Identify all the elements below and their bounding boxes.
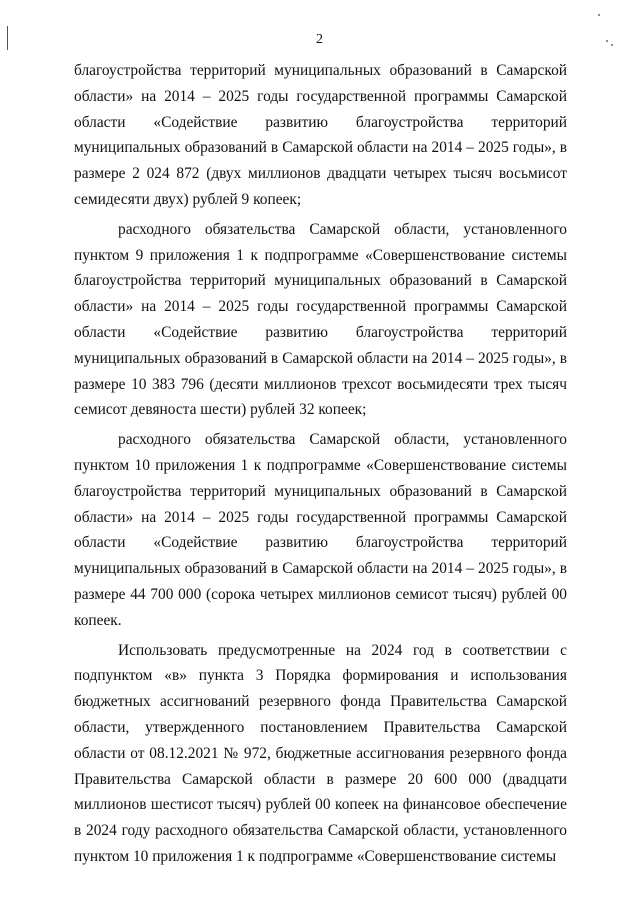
paragraph-obligation-item-10: расходного обязательства Самарской области, установленного пунктом 10 приложения 1 к подпрограмме «Совершенствование системы благоустройства территорий муниципальных образований в Самарской области» на 2014 – 2025 годы государственной программы Самарской области «Содействие развитию благоустройства территорий муниципальных образований в Самарской области на 2014 – 2025 годы», в размере 44 700 000 (сорока четырех миллионов семисот тысяч) рублей 00 копеек. [74, 431, 567, 629]
paragraph-continuation: благоустройства территорий муниципальных образований в Самарской области» на 2014 – 2025 годы государственной программы Самарской области «Содействие развитию благоустройства территорий муниципальных образований в Самарской области на 2014 – 2025 годы», в размере 2 024 872 (двух миллионов двадцати четырех тысяч восьмисот семидесяти двух) рублей 9 копеек; [74, 62, 567, 208]
document-body [74, 58, 567, 870]
scan-speck [598, 14, 600, 16]
paragraph-reserve-fund: Использовать предусмотренные на 2024 год в соответствии с подпунктом «в» пункта 3 Порядка формирования и использования бюджетных ассигнований резервного фонда Правительства Самарской области, утвержденного постановлением Правительства Самарской области от 08.12.2021 № 972, бюджетные ассигнования резервного фонда Правительства Самарской области в размере 20 600 000 (двадцати миллионов шестисот тысяч) рублей 00 копеек на финансовое обеспечение в 2024 году расходного обязательства Самарской области, установленного пунктом 10 приложения 1 к подпрограмме «Совершенствование системы [74, 641, 567, 865]
page-number: 2 [316, 32, 323, 47]
paragraph-obligation-item-9: расходного обязательства Самарской области, установленного пунктом 9 приложения 1 к подпрограмме «Совершенствование системы благоустройства территорий муниципальных образований в Самарской области» на 2014 – 2025 годы государственной программы Самарской области «Содействие развитию благоустройства территорий муниципальных образований в Самарской области на 2014 – 2025 годы», в размере 10 383 796 (десяти миллионов трехсот восьмидесяти трех тысяч семисот девяноста шести) рублей 32 копеек; [74, 220, 567, 419]
